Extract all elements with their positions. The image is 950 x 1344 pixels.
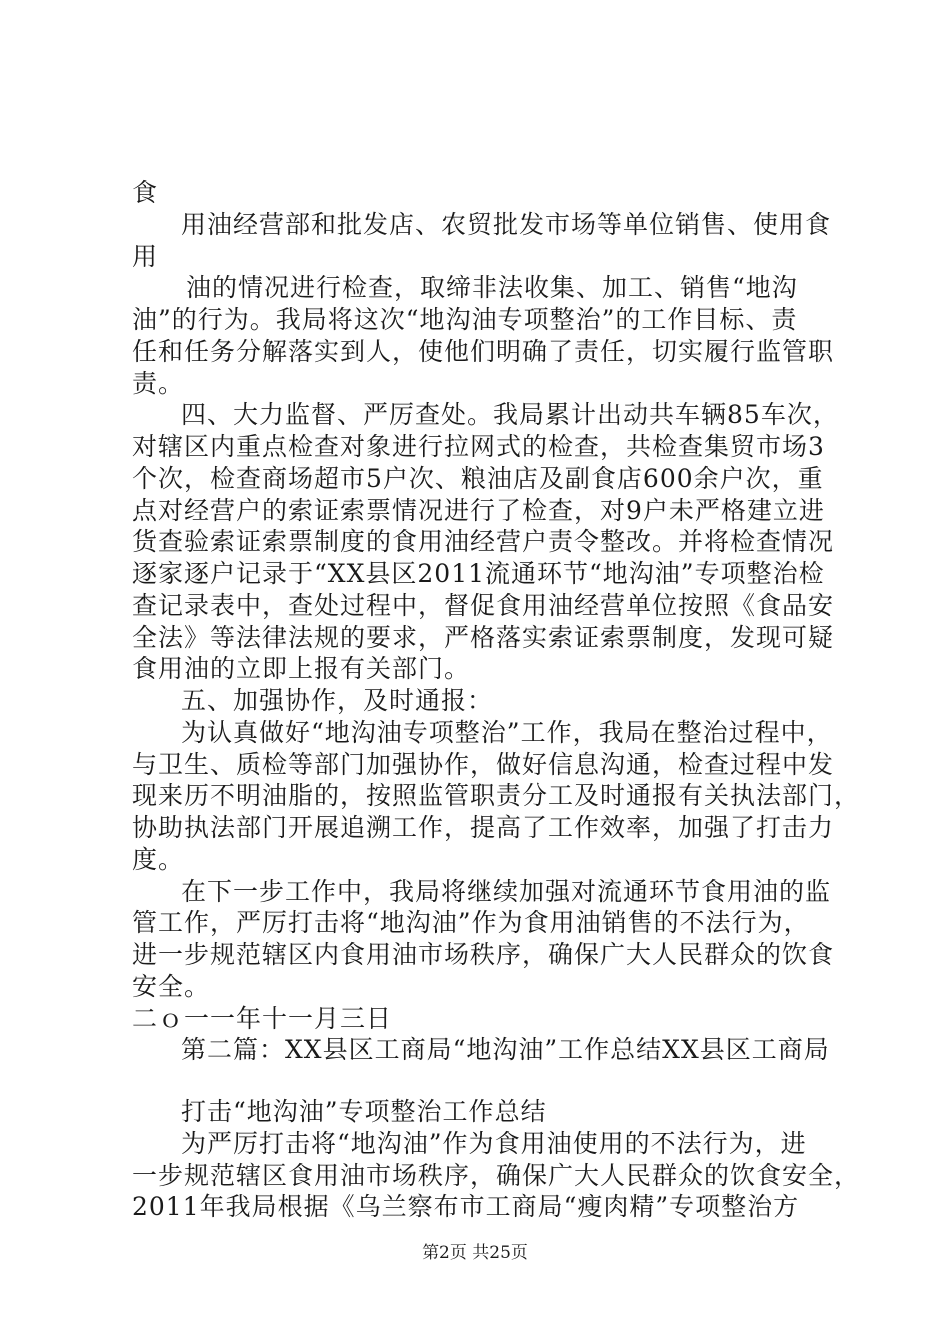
- text-line: 油的情况进行检查，取缔非法收集、加工、销售“地沟: [186, 273, 798, 302]
- text-line: 油”的行为。我局将这次“地沟油专项整治”的工作目标、责: [132, 305, 798, 334]
- text-line: 对辖区内重点检查对象进行拉网式的检查，共检查集贸市场3: [132, 432, 825, 461]
- section-subheading: 打击“地沟油”专项整治工作总结: [181, 1097, 547, 1126]
- text-line: 全法》等法律法规的要求，严格落实索证索票制度，发现可疑: [132, 623, 835, 652]
- text-line: 点对经营户的索证索票情况进行了检查，对9户未严格建立进: [132, 496, 825, 525]
- text-line: 四、大力监督、严厉查处。我局累计出动共车辆85车次，: [181, 400, 839, 429]
- text-line: 为严厉打击将“地沟油”作为食用油使用的不法行为，进: [181, 1129, 807, 1158]
- page-number-footer: 第2页 共25页: [422, 1243, 528, 1263]
- text-line: 用油经营部和批发店、农贸批发市场等单位销售、使用食: [181, 210, 832, 239]
- text-line: 2011年我局根据《乌兰察布市工商局“瘦肉精”专项整治方: [132, 1192, 800, 1221]
- text-line: 与卫生、质检等部门加强协作，做好信息沟通，检查过程中发: [132, 750, 835, 779]
- text-line: 逐家逐户记录于“XX县区2011流通环节“地沟油”专项整治检: [132, 559, 825, 588]
- text-line: 个次，检查商场超市5户次、粮油店及副食店600余户次，重: [132, 464, 824, 493]
- text-line: 任和任务分解落实到人，使他们明确了责任，切实履行监管职: [132, 337, 835, 366]
- text-line: 一步规范辖区食用油市场秩序，确保广大人民群众的饮食安全，: [132, 1161, 861, 1190]
- text-line: 度。: [132, 845, 185, 874]
- text-line: 管工作，严厉打击将“地沟油”作为食用油销售的不法行为，: [132, 908, 810, 937]
- text-line: 五、加强协作，及时通报：: [181, 686, 494, 715]
- text-line: 为认真做好“地沟油专项整治”工作，我局在整治过程中，: [181, 718, 833, 747]
- section-heading: 第二篇：XX县区工商局“地沟油”工作总结XX县区工商局: [181, 1035, 830, 1064]
- text-line: 食用油的立即上报有关部门。: [132, 654, 471, 683]
- text-line: 安全。: [132, 972, 211, 1001]
- text-line: 责。: [132, 369, 185, 398]
- date-line: 二ｏ一一年十一月三日: [132, 1004, 393, 1033]
- text-line: 用: [132, 242, 159, 271]
- text-line: 食: [132, 178, 159, 207]
- text-line: 查记录表中，查处过程中，督促食用油经营单位按照《食品安: [132, 591, 835, 620]
- text-line: 货查验索证索票制度的食用油经营户责令整改。并将检查情况: [132, 527, 835, 556]
- text-line: 在下一步工作中，我局将继续加强对流通环节食用油的监: [181, 877, 832, 906]
- text-line: 进一步规范辖区内食用油市场秩序，确保广大人民群众的饮食: [132, 940, 835, 969]
- text-line: 协助执法部门开展追溯工作，提高了工作效率，加强了打击力: [132, 813, 835, 842]
- text-line: 现来历不明油脂的，按照监管职责分工及时通报有关执法部门，: [132, 781, 861, 810]
